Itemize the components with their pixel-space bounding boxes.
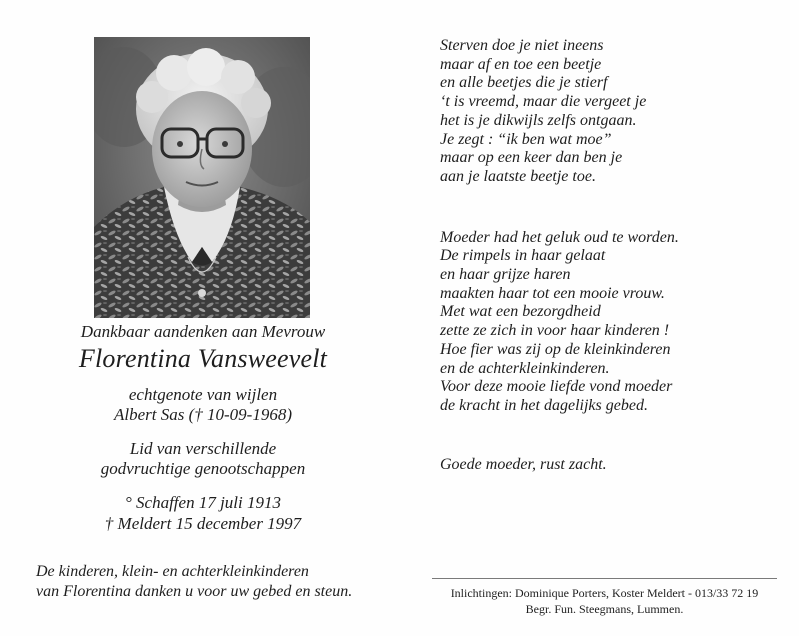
poem-line: maar op een keer dan ben je: [440, 149, 623, 167]
poem-line: ‘t is vreemd, maar die vergeet je: [440, 93, 647, 111]
poem-line: zette ze zich in voor haar kinderen !: [440, 322, 670, 340]
dedication-text: Dankbaar aandenken aan Mevrouw: [80, 322, 326, 341]
contact-info: [432, 585, 777, 617]
poem-line: Met wat een bezorgdheid: [440, 303, 601, 321]
poem-line: en de achterkleinkinderen.: [440, 359, 610, 377]
poem-stanza-2: [440, 229, 679, 416]
membership-line-2: godvruchtige genootschappen: [100, 459, 306, 478]
thanks-note: [36, 562, 352, 602]
poem-line: aan je laatste beetje toe.: [440, 167, 596, 185]
thanks-line-2: van Florentina danken u voor uw gebed en steun.: [36, 583, 353, 600]
poem-line: Je zegt : “ik ben wat moe”: [440, 130, 612, 148]
portrait-image: [94, 37, 310, 318]
poem-line: en haar grijze haren: [440, 266, 571, 284]
poem-line: Sterven doe je niet ineens: [440, 37, 604, 54]
contact-line-1: Inlichtingen: Dominique Porters, Koster Meldert - 013/33 72 19: [450, 586, 759, 600]
membership-line-1: Lid van verschillende: [129, 439, 277, 458]
poem-stanza-1: [440, 37, 679, 187]
poem-line: Moeder had het geluk oud te worden.: [440, 228, 679, 246]
death-date: † Meldert 15 december 1997: [104, 514, 302, 533]
poem-closing: Goede moeder, rust zacht.: [440, 455, 607, 473]
deceased-name: Florentina Vansweevelt: [78, 344, 328, 373]
poem-line: Hoe fier was zij op de kleinkinderen: [440, 340, 671, 358]
poem-line: De rimpels in haar gelaat: [440, 247, 606, 265]
contact-line-2: Begr. Fun. Steegmans, Lummen.: [525, 602, 684, 616]
poem-line: het is je dikwijls zelfs ontgaan.: [440, 111, 637, 129]
deceased-details: [30, 322, 376, 535]
poem-line: Voor deze mooie liefde vond moeder: [440, 378, 673, 396]
poem-line: maakten haar tot een mooie vrouw.: [440, 284, 665, 302]
poem-line: en alle beetjes die je stierf: [440, 74, 608, 92]
poem-line: de kracht in het dagelijks gebed.: [440, 396, 648, 414]
spouse-line-1: echtgenote van wijlen: [128, 385, 278, 404]
footer-divider: [432, 578, 777, 579]
birth-date: ° Schaffen 17 juli 1913: [124, 493, 281, 512]
thanks-line-1: De kinderen, klein- en achterkleinkinderen: [36, 563, 309, 580]
poem-line: maar af en toe een beetje: [440, 55, 602, 73]
spouse-line-2: Albert Sas († 10-09-1968): [113, 405, 292, 424]
portrait-photo: [94, 37, 310, 318]
poem: [440, 37, 679, 474]
